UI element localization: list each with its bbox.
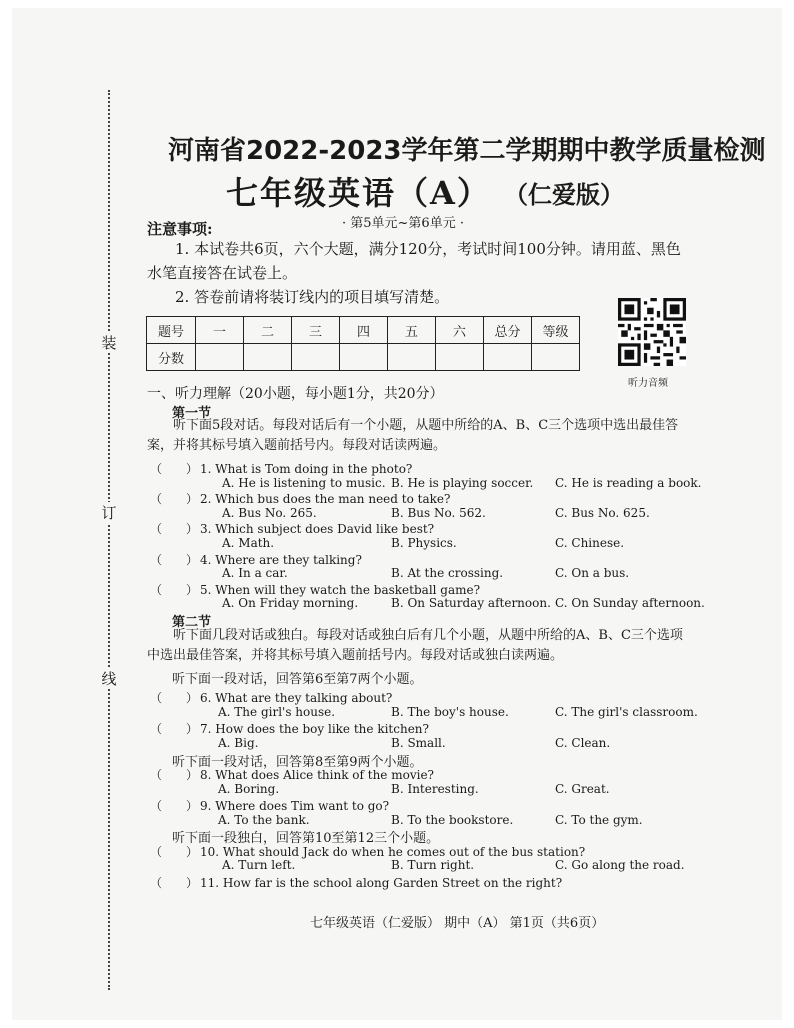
notice-line-1b: 水笔直接答在试卷上。 [147,264,298,282]
binding-label-xian: 线 [101,670,117,688]
question-text: 5. When will they watch the basketball game? [200,583,481,597]
question-10 [150,843,585,860]
option-b: B. Physics. [391,536,457,550]
score-header-cell: 二 [244,317,292,344]
section-listening-title: 一、听力理解（20小题，每小题1分，共20分） [147,386,444,402]
option-a: A. Bus No. 265. [222,506,317,520]
part-1-label: 第一节 [172,406,212,421]
question-text: 9. Where does Tim want to go? [200,799,390,813]
question-text: 8. What does Alice think of the movie? [200,768,434,782]
answer-blank[interactable]: （ ） [150,845,199,859]
option-a: A. In a car. [222,566,288,580]
qr-code-icon[interactable] [618,298,686,366]
question-text: 6. What are they talking about? [200,691,393,705]
question-text: 4. Where are they talking? [200,553,362,567]
question-8 [150,766,434,783]
option-b: B. The boy's house. [391,705,509,719]
option-c: C. Clean. [555,736,611,750]
option-a: A. Math. [222,536,275,550]
option-a: A. Big. [218,736,259,750]
score-header-cell: 六 [436,317,484,344]
answer-blank[interactable]: （ ） [150,492,199,506]
option-c: C. Great. [555,782,610,796]
option-c: C. Bus No. 625. [555,506,650,520]
option-c: C. On Sunday afternoon. [555,596,705,610]
option-a: A. On Friday morning. [222,596,359,610]
score-cell [484,344,532,371]
score-cell [292,344,340,371]
option-b: B. He is playing soccer. [391,476,534,490]
binding-label-zhuang: 装 [101,334,117,352]
option-b: B. Bus No. 562. [391,506,486,520]
option-a: A. Boring. [218,782,280,796]
score-header-cell: 一 [196,317,244,344]
notice-line-1a: 1. 本试卷共6页，六个大题，满分120分，考试时间100分钟。请用蓝、黑色 [175,240,681,258]
option-a: A. Turn left. [222,858,296,872]
score-cell [196,344,244,371]
question-text: 11. How far is the school along Garden Street on the right? [200,876,563,890]
score-cell [244,344,292,371]
question-text: 3. Which subject does David like best? [200,522,435,536]
score-table-value-row [147,344,580,371]
question-text: 10. What should Jack do when he comes out of the bus station? [200,845,586,859]
question-3 [150,520,434,537]
option-a: A. The girl's house. [218,705,336,719]
option-b: B. Turn right. [391,858,475,872]
question-1 [150,460,412,477]
answer-blank[interactable]: （ ） [150,462,199,476]
option-c: C. He is reading a book. [555,476,702,490]
sub-instructions-10-12: 听下面一段独白，回答第10至第12三个小题。 [172,831,440,846]
question-text: 1. What is Tom doing in the photo? [200,462,413,476]
question-7 [150,720,429,737]
option-a: A. He is listening to music. [222,476,386,490]
qr-caption: 听力音频 [628,378,668,389]
answer-blank[interactable]: （ ） [150,553,199,567]
notice-heading: 注意事项: [147,220,213,238]
option-c: C. Go along the road. [555,858,685,872]
score-cell [388,344,436,371]
units-range: · 第5单元~第6单元 · [342,216,464,231]
option-b: B. To the bookstore. [391,813,514,827]
question-6 [150,689,392,706]
option-c: C. To the gym. [555,813,643,827]
binding-label-ding: 订 [101,504,117,522]
answer-blank[interactable]: （ ） [150,876,199,890]
option-b: B. Interesting. [391,782,479,796]
part-2-label: 第二节 [172,615,212,630]
notice-line-2: 2. 答卷前请将装订线内的项目填写清楚。 [175,288,450,306]
score-table [146,316,580,371]
option-a: A. To the bank. [218,813,310,827]
score-header-cell: 三 [292,317,340,344]
option-b: B. On Saturday afternoon. [391,596,551,610]
answer-blank[interactable]: （ ） [150,691,199,705]
score-cell [532,344,580,371]
score-header-cell: 四 [340,317,388,344]
score-header-cell: 总分 [484,317,532,344]
answer-blank[interactable]: （ ） [150,583,199,597]
exam-title: 河南省2022-2023学年第二学期期中教学质量检测 [168,136,766,166]
sub-instructions-8-9: 听下面一段对话，回答第8至第9两个小题。 [172,755,423,770]
answer-blank[interactable]: （ ） [150,522,199,536]
page-footer: 七年级英语（仁爱版） 期中（A） 第1页（共6页） [310,916,605,931]
score-table-header-row [147,317,580,344]
subject-title: 七年级英语（A） [226,174,491,212]
question-11 [150,874,562,891]
question-9 [150,797,389,814]
answer-blank[interactable]: （ ） [150,722,199,736]
score-header-cell: 题号 [147,317,196,344]
part-1-instructions: 听下面5段对话。每段对话后有一个小题，从题中所给的A、B、C三个选项中选出最佳答案，并将其标号填入题前括号内。每段对话读两遍。 [147,418,679,453]
answer-blank[interactable]: （ ） [150,768,199,782]
question-text: 7. How does the boy like the kitchen? [200,722,429,736]
option-b: B. Small. [391,736,446,750]
part-2-instructions: 听下面几段对话或独白。每段对话或独白后有几个小题，从题中所给的A、B、C三个选项中选出最佳答案，并将其标号填入题前括号内。每段对话或独白读两遍。 [147,628,683,663]
option-c: C. On a bus. [555,566,630,580]
score-header-cell: 五 [388,317,436,344]
score-cell [340,344,388,371]
option-c: C. The girl's classroom. [555,705,698,719]
binding-line [108,90,110,990]
score-row-label: 分数 [147,344,196,371]
option-c: C. Chinese. [555,536,625,550]
score-cell [436,344,484,371]
edition-label: （仁爱版） [504,180,624,209]
sub-instructions-6-7: 听下面一段对话，回答第6至第7两个小题。 [172,672,423,687]
question-2 [150,490,450,507]
answer-blank[interactable]: （ ） [150,799,199,813]
question-text: 2. Which bus does the man need to take? [200,492,451,506]
option-b: B. At the crossing. [391,566,504,580]
score-header-cell: 等级 [532,317,580,344]
